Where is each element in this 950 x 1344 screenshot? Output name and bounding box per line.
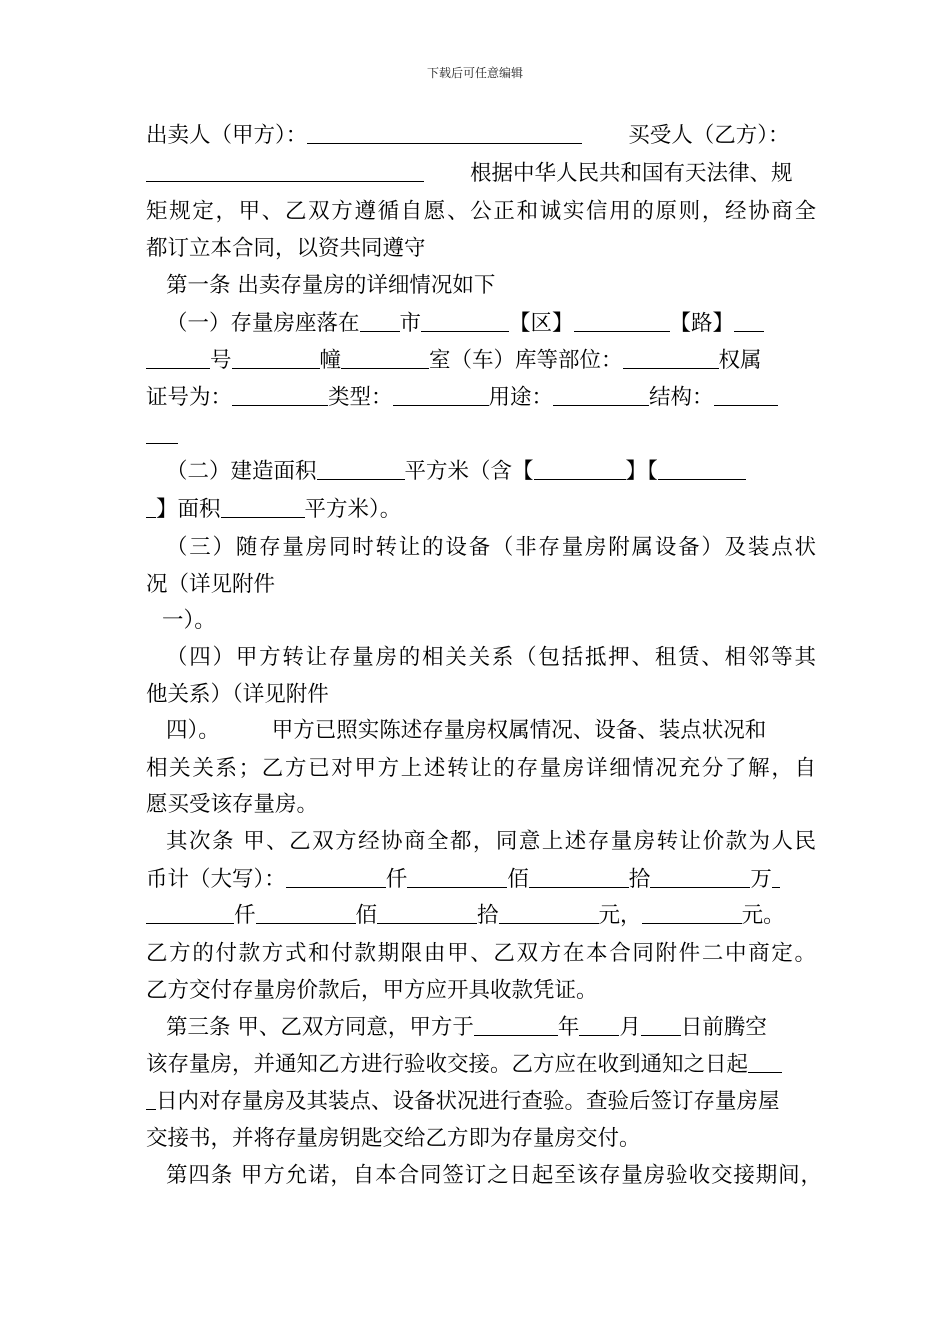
paragraph-line [146, 973, 816, 1009]
structure-blank-cont[interactable] [146, 419, 178, 444]
header-note: 下载后可任意编辑 [426, 66, 523, 80]
certificate-blank[interactable] [232, 381, 328, 406]
blank-continuation-line [146, 418, 816, 454]
buyer-label: 买受人（乙方）： [628, 123, 790, 148]
text-line: 拾 [477, 903, 499, 928]
paragraph-line [146, 1047, 826, 1083]
text-line: 万 [750, 867, 772, 892]
road-blank[interactable] [574, 307, 670, 332]
location-part-blank[interactable] [623, 344, 719, 369]
price-line-cont [146, 898, 816, 934]
text-line: 市 [399, 311, 422, 336]
text-line: 】面积 [156, 497, 221, 522]
text-line: 相关关系；乙方已对甲方上述转让的存量房详细情况充分了解，自 [146, 756, 816, 781]
structure-blank[interactable] [714, 381, 778, 406]
text-line: 都订立本合同，以资共同遵守 [146, 236, 426, 261]
paragraph-line [166, 713, 836, 749]
price-blank[interactable] [499, 899, 599, 924]
paragraph-line [166, 640, 816, 676]
text-line: 年 [557, 1015, 580, 1040]
text-line: 他关系）（详见附件 [146, 682, 329, 707]
text-line: （三）随存量房同时转让的设备（非存量房附属设备）及装点状 [166, 535, 816, 560]
text-line: （二）建造面积 [166, 459, 317, 484]
article-1-heading [166, 268, 836, 304]
paragraph-line [166, 530, 816, 566]
text-line: 幢 [319, 348, 342, 373]
text-line: （一）存量房座落在 [166, 311, 360, 336]
days-blank-cont[interactable] [146, 1085, 156, 1110]
price-blank[interactable] [772, 863, 780, 888]
text-line: 第三条 甲、乙双方同意，甲方于 [166, 1015, 474, 1040]
year-blank[interactable] [474, 1011, 558, 1036]
text-line: 平方米）。 [304, 497, 402, 522]
article-4-line [166, 1158, 822, 1194]
certificate-line [146, 380, 816, 416]
paragraph-line [146, 194, 816, 230]
area-line [166, 454, 826, 490]
text-line: 根据中华人民共和国有天法律、规 [470, 161, 793, 186]
location-line [166, 306, 826, 342]
paragraph-line [146, 751, 816, 787]
price-blank[interactable] [650, 863, 750, 888]
text-line: 四）。 [166, 718, 220, 743]
room-blank[interactable] [341, 344, 429, 369]
text-line: 【路】 [669, 311, 735, 336]
price-blank[interactable] [286, 863, 386, 888]
text-line: 其次条 甲、乙双方经协商全都，同意上述存量房转让价款为人民 [166, 829, 816, 854]
city-blank[interactable] [360, 307, 400, 332]
text-line: 第一条 出卖存量房的详细情况如下 [166, 273, 496, 298]
days-blank[interactable] [748, 1048, 782, 1073]
text-line: 月 [619, 1015, 641, 1040]
paragraph-line [146, 1121, 816, 1157]
buyer-name-blank[interactable] [146, 157, 424, 182]
text-line: 拾 [628, 867, 651, 892]
text-line: 佰 [507, 867, 529, 892]
include-type-blank-cont[interactable] [146, 493, 156, 518]
seller-label: 出卖人（甲方）： [146, 123, 308, 148]
price-blank[interactable] [407, 863, 507, 888]
text-line: 平方米（含【 [404, 459, 534, 484]
text-line: 币计（大写）： [146, 867, 286, 892]
price-blank[interactable] [529, 863, 629, 888]
area-line-cont [146, 492, 816, 528]
price-blank[interactable] [256, 899, 356, 924]
day-blank[interactable] [641, 1011, 681, 1036]
text-line: 愿买受该存量房。 [146, 792, 319, 817]
price-line [146, 862, 816, 898]
text-line: 元， [598, 903, 642, 928]
price-blank[interactable] [377, 899, 477, 924]
text-line: 日前腾空 [680, 1015, 767, 1040]
type-blank[interactable] [393, 381, 489, 406]
text-line: 甲方已照实陈述存量房权属情况、设备、装点状况和 [271, 718, 767, 743]
price-total-blank[interactable] [642, 899, 742, 924]
seller-buyer-line [146, 118, 816, 154]
buyer-name-line [146, 156, 816, 192]
paragraph-line [146, 677, 816, 713]
text-line: 佰 [355, 903, 378, 928]
text-line: 交接书，并将存量房钥匙交给乙方即为存量房交付。 [146, 1126, 641, 1151]
text-line: 【区】 [509, 311, 574, 336]
text-line: 号 [210, 348, 232, 373]
text-line: 该存量房，并通知乙方进行验收交接。乙方应在收到通知之日起 [146, 1052, 749, 1077]
text-line: 权属 [718, 348, 762, 373]
text-line: 元。 [741, 903, 785, 928]
text-line: 一）。 [162, 608, 216, 633]
include-blank[interactable] [534, 455, 626, 480]
building-blank[interactable] [232, 344, 320, 369]
area-blank[interactable] [317, 455, 405, 480]
price-blank[interactable] [146, 899, 234, 924]
usage-blank[interactable] [553, 381, 649, 406]
address-line [146, 343, 816, 379]
text-line: 第四条 甲方允诺，自本合同签订之日起至该存量房验收交接期间， [166, 1163, 822, 1188]
paragraph-line [146, 936, 816, 972]
text-line: （四）甲方转让存量房的相关关系（包括抵押、租赁、相邻等其 [166, 645, 816, 670]
paragraph-line [146, 1084, 826, 1120]
text-line: 况（详见附件 [146, 572, 276, 597]
text-line: 乙方的付款方式和付款期限由甲、乙双方在本合同附件二中商定。 [146, 941, 816, 966]
text-line: 用途： [488, 385, 554, 410]
text-line: 室（车）库等部位： [429, 348, 623, 373]
text-line: 乙方交付存量房价款后，甲方应开具收款凭证。 [146, 978, 598, 1003]
text-line: 类型： [328, 385, 393, 410]
text-line: 仟 [385, 867, 408, 892]
article-2-line [166, 824, 816, 860]
text-line: 】【 [625, 459, 658, 484]
paragraph-line [162, 603, 832, 639]
number-blank[interactable] [146, 344, 210, 369]
month-blank[interactable] [579, 1011, 619, 1036]
district-blank[interactable] [421, 307, 509, 332]
text-line: 日内对存量房及其装点、设备状况进行查验。查验后签订存量房屋 [156, 1089, 780, 1114]
article-3-line [166, 1010, 836, 1046]
text-line: 结构： [649, 385, 714, 410]
paragraph-line [146, 231, 816, 267]
include-type-blank[interactable] [658, 455, 746, 480]
text-line: 矩规定，甲、乙双方遵循自愿、公正和诚实信用的原则，经协商全 [146, 199, 816, 224]
paragraph-line [146, 567, 816, 603]
road-name-blank[interactable] [734, 307, 764, 332]
paragraph-line [146, 787, 816, 823]
text-line: 仟 [234, 903, 256, 928]
seller-name-blank[interactable] [307, 119, 582, 144]
sub-area-blank[interactable] [221, 493, 305, 518]
text-line: 证号为： [146, 385, 233, 410]
